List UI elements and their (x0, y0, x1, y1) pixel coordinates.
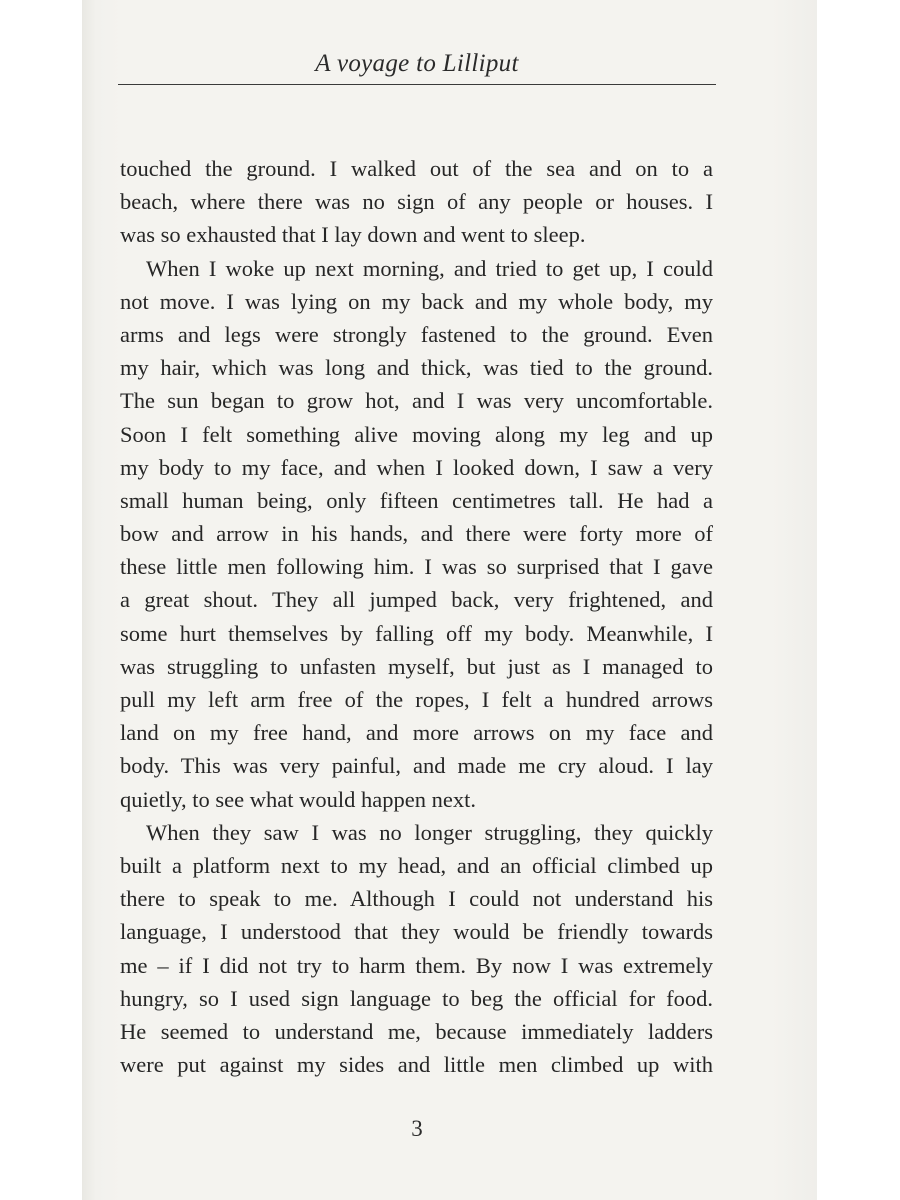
header-rule (118, 84, 716, 85)
text-line: arms and legs were strongly fastened to the ground. Even (120, 321, 713, 347)
text-line: a great shout. They all jumped back, very frightened, and (120, 587, 713, 613)
text-line: hungry, so I used sign language to beg the official for food. (120, 985, 713, 1011)
body-text (120, 152, 713, 1081)
text-line: When they saw I was no longer struggling, they quickly (146, 819, 713, 845)
text-line: my hair, which was long and thick, was tied to the ground. (120, 355, 713, 381)
text-line: these little men following him. I was so surprised that I gave (120, 554, 713, 580)
text-line: land on my free hand, and more arrows on my face and (120, 720, 713, 746)
text-line: my body to my face, and when I looked down, I saw a very (120, 454, 713, 480)
text-line: was so exhausted that I lay down and went to sleep. (120, 222, 586, 248)
text-line: beach, where there was no sign of any people or houses. I (120, 189, 713, 215)
text-line: language, I understood that they would be friendly towards (120, 919, 713, 945)
text-line: When I woke up next morning, and tried to get up, I could (146, 255, 713, 281)
text-line: bow and arrow in his hands, and there were forty more of (120, 521, 713, 547)
text-line: there to speak to me. Although I could not understand his (120, 886, 713, 912)
book-page (82, 0, 817, 1200)
text-line: built a platform next to my head, and an official climbed up (120, 852, 713, 878)
text-line: Soon I felt something alive moving along my leg and up (120, 421, 713, 447)
text-line: was struggling to unfasten myself, but just as I managed to (120, 653, 713, 679)
text-line: quietly, to see what would happen next. (120, 786, 476, 812)
text-line: were put against my sides and little men climbed up with (120, 1052, 713, 1078)
text-line: small human being, only fifteen centimetres tall. He had a (120, 487, 713, 513)
text-line: touched the ground. I walked out of the sea and on to a (120, 156, 713, 181)
text-line: not move. I was lying on my back and my whole body, my (120, 288, 713, 314)
text-line: pull my left arm free of the ropes, I felt a hundred arrows (120, 687, 713, 712)
text-line: body. This was very painful, and made me cry aloud. I lay (120, 753, 713, 779)
page-number: 3 (411, 1116, 423, 1141)
running-head: A voyage to Lilliput (315, 50, 519, 77)
text-line: some hurt themselves by falling off my body. Meanwhile, I (120, 620, 713, 646)
text-line: me – if I did not try to harm them. By now I was extremely (120, 952, 713, 978)
text-line: He seemed to understand me, because immediately ladders (120, 1018, 713, 1044)
text-line: The sun began to grow hot, and I was very uncomfortable. (120, 388, 713, 414)
